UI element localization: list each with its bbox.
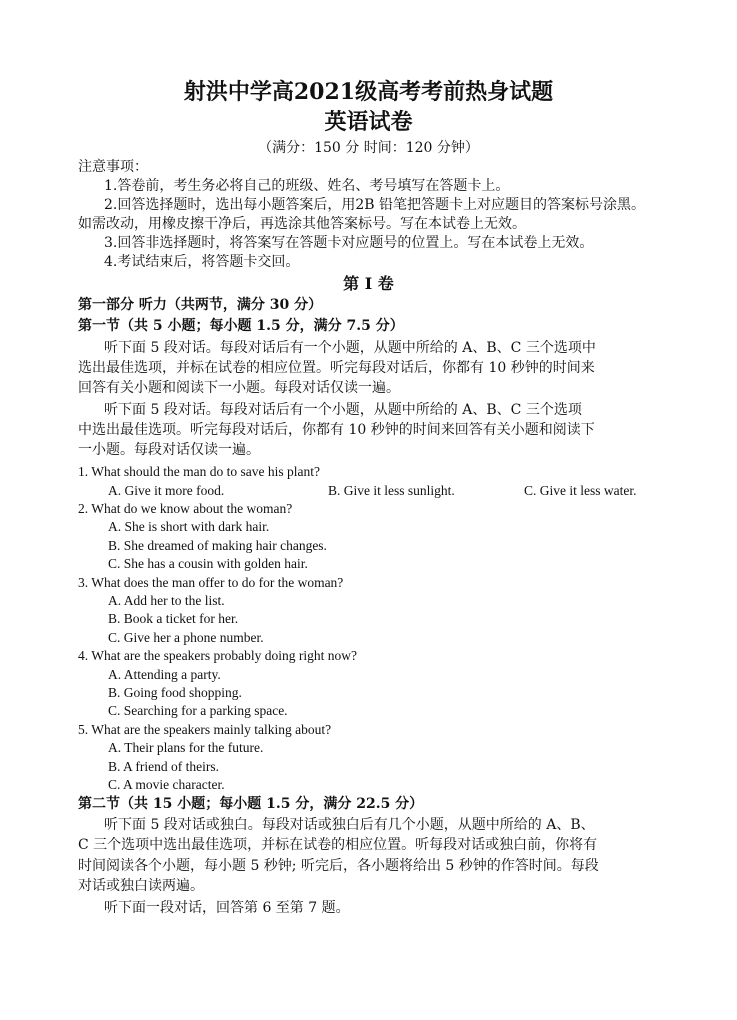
note-item: 2.回答选择题时，选出每小题答案后，用2B 铅笔把答题卡上对应题目的答案标号涂黑。	[104, 197, 646, 213]
question-option: C. Give it less water.	[524, 483, 637, 498]
volume-heading: 第 I 卷	[343, 274, 394, 293]
question-option: B. Going food shopping.	[108, 685, 242, 700]
question-option: C. A movie character.	[108, 777, 225, 792]
question-stem: 2. What do we know about the woman?	[78, 501, 293, 516]
question-option: C. Searching for a parking space.	[108, 703, 288, 718]
question-option: B. A friend of theirs.	[108, 759, 219, 774]
note-item: 3.回答非选择题时，将答案写在答题卡对应题号的位置上。写在本试卷上无效。	[104, 235, 594, 251]
question-option: B. Book a ticket for her.	[108, 611, 239, 626]
part1-heading: 第一部分 听力（共两节，满分 30 分）	[78, 297, 323, 313]
note-item: 4.考试结束后，将答题卡交回。	[104, 254, 300, 270]
section1-heading: 第一节（共 5 小题；每小题 1.5 分，满分 7.5 分）	[78, 318, 404, 334]
instruction-line: 听下面 5 段对话。每段对话后有一个小题，从题中所给的 A、B、C 三个选项	[104, 402, 582, 418]
instruction-line: C 三个选项中选出最佳选项，并标在试卷的相应位置。听每段对话或独白前，你将有	[78, 837, 598, 853]
instruction-line: 回答有关小题和阅读下一小题。每段对话仅读一遍。	[78, 380, 400, 396]
note-item: 如需改动，用橡皮擦干净后，再选涂其他答案标号。写在本试卷上无效。	[78, 216, 526, 232]
question-stem: 1. What should the man do to save his plant?	[78, 464, 320, 479]
question-option: C. Give her a phone number.	[108, 630, 264, 645]
question-option: B. Give it less sunlight.	[328, 483, 455, 498]
instruction-line: 选出最佳选项，并标在试卷的相应位置。听完每段对话后，你都有 10 秒钟的时间来	[78, 360, 595, 376]
score-time: （满分：150 分 时间：120 分钟）	[258, 140, 479, 156]
instruction-line: 对话或独白读两遍。	[78, 878, 204, 894]
instruction-line: 听下面 5 段对话。每段对话后有一个小题，从题中所给的 A、B、C 三个选项中	[104, 340, 596, 356]
question-stem: 5. What are the speakers mainly talking about?	[78, 722, 332, 737]
note-item: 1.答卷前，考生务必将自己的班级、姓名、考号填写在答题卡上。	[104, 178, 510, 194]
question-stem: 4. What are the speakers probably doing right now?	[78, 648, 358, 663]
instruction-line: 时间阅读各个小题，每小题 5 秒钟; 听完后，各小题将给出 5 秒钟的作答时间。每段	[78, 858, 599, 874]
instruction-line: 一小题。每段对话仅读一遍。	[78, 442, 260, 458]
question-option: A. Add her to the list.	[108, 593, 225, 608]
question-option: A. Attending a party.	[108, 667, 221, 682]
page-subtitle: 英语试卷	[324, 109, 413, 135]
question-option: C. She has a cousin with golden hair.	[108, 556, 308, 571]
question-option: A. Give it more food.	[108, 483, 225, 498]
question-option: A. She is short with dark hair.	[108, 519, 270, 534]
instruction-line: 听下面 5 段对话或独白。每段对话或独白后有几个小题，从题中所给的 A、B、	[104, 817, 595, 833]
notes-heading: 注意事项：	[78, 159, 148, 175]
instruction-line: 中选出最佳选项。听完每段对话后，你都有 10 秒钟的时间来回答有关小题和阅读下	[78, 422, 595, 438]
instruction-line: 听下面一段对话，回答第 6 至第 7 题。	[104, 900, 350, 916]
question-option: A. Their plans for the future.	[108, 740, 264, 755]
question-option: B. She dreamed of making hair changes.	[108, 538, 327, 553]
question-stem: 3. What does the man offer to do for the woman?	[78, 575, 344, 590]
section2-heading: 第二节（共 15 小题；每小题 1.5 分，满分 22.5 分）	[78, 796, 424, 812]
page-title: 射洪中学高2021级高考考前热身试题	[183, 79, 554, 105]
